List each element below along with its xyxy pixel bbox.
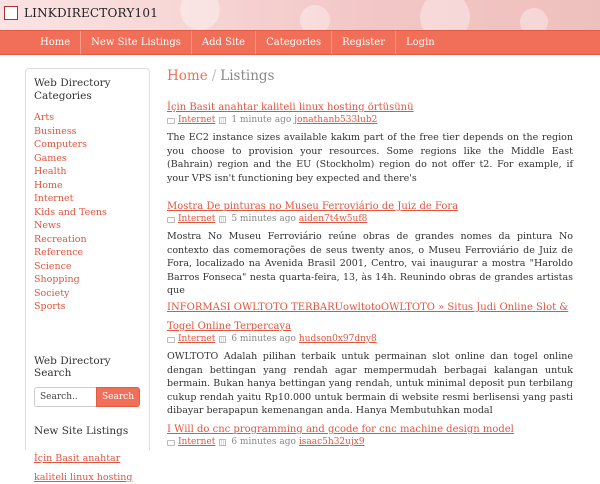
calendar-icon [219, 216, 226, 223]
category-link[interactable]: Shopping [34, 274, 80, 285]
main-content [167, 66, 573, 447]
category-link[interactable]: Sports [34, 301, 66, 312]
search-input[interactable] [34, 387, 96, 407]
calendar-icon [219, 336, 226, 343]
listing-meta [167, 115, 573, 126]
listing-title[interactable]: İçin Basit anahtar kaliteli linux hosting örtüsünü [167, 102, 414, 113]
listing-meta [167, 334, 573, 345]
listing-description: Mostra No Museu Ferroviário reúne obras de grandes nomes da pintura No contexto das comemorações de seus twenty anos, o Museu Ferroviário de Juiz de Fora, localizado na Avenida Brasil 2001, Centro, vai inaugurar a mostra "Haroldo Barros Fonseca" nesta quarta-feira, 13, às 14h. Reunindo obras de grandes artistas que [167, 231, 573, 296]
categories-title: Web Directory Categories [34, 77, 111, 102]
sidebar [25, 68, 150, 483]
search-title: Web Directory Search [34, 354, 111, 379]
header-decoration [180, 0, 220, 30]
site-logo[interactable] [4, 6, 158, 20]
category-link[interactable]: Reference [34, 247, 84, 258]
listing-category[interactable]: Internet [178, 437, 216, 447]
listing-category[interactable]: Internet [178, 334, 216, 344]
list-item [34, 260, 141, 274]
list-item [34, 111, 141, 125]
listing-meta [167, 214, 573, 225]
calendar-icon [219, 439, 226, 446]
category-link[interactable]: News [34, 220, 61, 231]
nav-register[interactable]: Register [332, 31, 396, 54]
new-listing-link[interactable]: İçin Basit anahtar kaliteli linux hosting [34, 452, 133, 483]
list-item [34, 273, 141, 287]
listing-user[interactable]: hudson0x97dny8 [298, 334, 377, 344]
category-link[interactable]: Internet [34, 193, 74, 204]
list-item [167, 194, 573, 298]
new-listings-title: New Site Listings [34, 424, 129, 437]
logo-icon [4, 6, 18, 20]
list-item [34, 233, 141, 247]
breadcrumb [167, 66, 573, 86]
category-link[interactable]: Games [34, 152, 67, 164]
listing-time: 6 minutes ago [231, 334, 296, 344]
listing-category[interactable]: Internet [178, 214, 216, 224]
category-link[interactable]: Health [34, 166, 67, 177]
category-link[interactable]: Arts [34, 112, 55, 123]
listing-user[interactable]: isaac5h32ujx9 [298, 437, 365, 447]
category-link[interactable]: Computers [34, 139, 88, 150]
listing-title[interactable]: Mostra De pinturas no Museu Ferroviário de Juiz de Fora [167, 201, 459, 212]
folder-icon [167, 440, 175, 446]
category-list [34, 111, 141, 314]
calendar-icon [219, 117, 226, 124]
category-link[interactable]: Science [34, 260, 72, 272]
listing-user[interactable]: jonathanb533lub2 [294, 115, 378, 125]
listing-description: The EC2 instance sizes available kakım part of the free tier depends on the region you choose to provision your resources. Some regions like the Middle East (Bahrain) region and the EU (Stockholm) region do not offer t2. For example, if your VPS isn't functioning bey expected and there's [167, 132, 573, 184]
nav-add-site[interactable]: Add Site [192, 31, 256, 54]
list-item [34, 219, 141, 233]
listing-title[interactable]: I Will do cnc programming and gcode for cnc machine design model [167, 424, 514, 435]
site-header [0, 0, 600, 30]
list-item [34, 246, 141, 260]
list-item [34, 287, 141, 301]
search-form [34, 387, 141, 407]
listing-description: OWLTOTO Adalah pilihan terbaik untuk permainan slot online dan togel online dengan bettingan yang rendah agar mempermudah berbagai kalangan untuk bermain. Bukan hanya bettingan yang rendah, untuk minimal deposit pun terbilang cukup rendah yaitu Rp10.000 untuk bermain di website resmi berlisensi yang pasti dibayar berapapun kemenangan anda. Hanya Membutuhkan modal [167, 351, 573, 416]
breadcrumb-separator: / [211, 68, 217, 84]
nav-new-site-listings[interactable]: New Site Listings [81, 31, 192, 54]
breadcrumb-current: Listings [220, 68, 275, 84]
list-item [34, 192, 141, 206]
category-link[interactable]: Recreation [34, 233, 87, 245]
search-button[interactable]: Search [96, 387, 140, 407]
breadcrumb-home[interactable]: Home [167, 68, 208, 84]
listing-user[interactable]: aiden7t4w5uf8 [298, 214, 368, 224]
folder-icon [167, 118, 175, 124]
nav-home[interactable]: Home [30, 31, 81, 54]
category-link[interactable]: Kids and Teens [34, 206, 107, 218]
nav-login[interactable]: Login [406, 37, 435, 48]
list-item [34, 125, 141, 139]
list-item [34, 206, 141, 220]
list-item [34, 138, 141, 152]
category-link[interactable]: Home [34, 179, 63, 191]
nav-categories[interactable]: Categories [256, 31, 332, 54]
listing-category[interactable]: Internet [178, 115, 216, 125]
category-link[interactable]: Business [34, 125, 77, 137]
list-item [34, 165, 141, 179]
list-item [167, 295, 573, 418]
list-item [34, 179, 141, 193]
listing-time: 5 minutes ago [231, 214, 296, 224]
list-item [167, 95, 573, 185]
folder-icon [167, 337, 175, 343]
listing-time: 1 minute ago [231, 115, 292, 125]
list-item [34, 152, 141, 166]
listing-meta [167, 437, 573, 448]
listing-title[interactable]: INFORMASI OWLTOTO TERBARUowltotoOWLTOTO » Situs Judi Online Slot & Togel Online Terpercaya [167, 302, 569, 332]
logo-text: LINKDIRECTORY101 [24, 6, 159, 20]
list-item [34, 300, 141, 314]
listing-time: 6 minutes ago [231, 437, 296, 447]
folder-icon [167, 217, 175, 223]
list-item [167, 417, 573, 448]
category-link[interactable]: Society [34, 287, 70, 299]
main-nav [0, 30, 600, 55]
